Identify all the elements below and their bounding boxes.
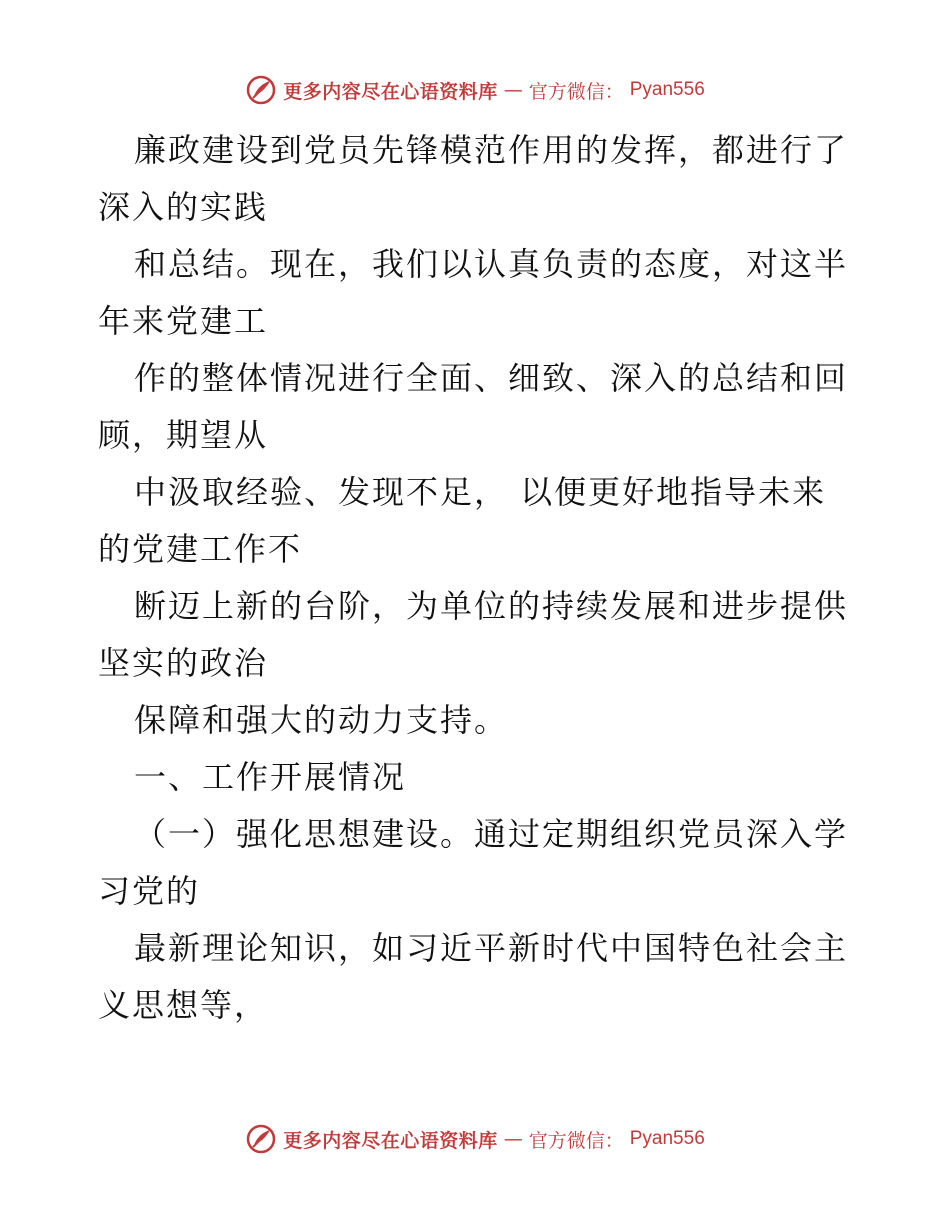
paragraph-line: 作的整体情况进行全面、细致、深入的总结和回 bbox=[134, 359, 849, 397]
paragraph-line: 最新理论知识，如习近平新时代中国特色社会主 bbox=[134, 929, 849, 967]
watermark-main-text: 更多内容尽在心语资料库 bbox=[283, 1129, 498, 1152]
paragraph-line-continued: 习党的 bbox=[98, 872, 201, 910]
section-heading-text: 一、工作开展情况 bbox=[134, 758, 407, 796]
paragraph-1 bbox=[98, 122, 858, 236]
header-watermark bbox=[0, 70, 950, 110]
paragraph-6 bbox=[98, 692, 858, 749]
paragraph-line: 廉政建设到党员先锋模范作用的发挥，都进行了 bbox=[134, 131, 849, 169]
paragraph-3 bbox=[98, 350, 858, 464]
paragraph-5 bbox=[98, 578, 858, 692]
document-body bbox=[98, 122, 858, 1034]
paragraph-line-continued: 年来党建工 bbox=[98, 302, 269, 340]
section-heading bbox=[98, 749, 858, 806]
paragraph-line: （一）强化思想建设。通过定期组织党员深入学 bbox=[134, 815, 849, 853]
paragraph-line-continued: 深入的实践 bbox=[98, 188, 269, 226]
watermark-separator: — bbox=[503, 1128, 523, 1150]
paragraph-line-continued: 顾，期望从 bbox=[98, 416, 269, 454]
paragraph-line: 和总结。现在，我们以认真负责的态度，对这半 bbox=[134, 245, 849, 283]
paragraph-line-continued: 义思想等， bbox=[98, 986, 269, 1024]
footer-watermark bbox=[0, 1119, 950, 1159]
paragraph-line: 中汲取经验、发现不足， 以便更好地指导未来 bbox=[134, 473, 827, 511]
paragraph-line: 断迈上新的台阶，为单位的持续发展和进步提供 bbox=[134, 587, 849, 625]
watermark-separator: — bbox=[503, 79, 523, 101]
paragraph-line: 保障和强大的动力支持。 bbox=[134, 701, 509, 739]
watermark-main-text: 更多内容尽在心语资料库 bbox=[283, 80, 498, 103]
paragraph-line-continued: 的党建工作不 bbox=[98, 530, 303, 568]
paragraph-4 bbox=[98, 464, 858, 578]
paragraph-2 bbox=[98, 236, 858, 350]
watermark-wechat-id: Pyan556 bbox=[629, 1128, 705, 1149]
feather-pen-logo-icon bbox=[245, 74, 277, 106]
watermark-official-label: 官方微信： bbox=[528, 80, 624, 103]
watermark-official-label: 官方微信： bbox=[528, 1129, 624, 1152]
paragraph-9 bbox=[98, 920, 858, 1034]
paragraph-line-continued: 坚实的政治 bbox=[98, 644, 269, 682]
watermark-wechat-id: Pyan556 bbox=[629, 79, 705, 100]
feather-pen-logo-icon bbox=[245, 1123, 277, 1155]
paragraph-8 bbox=[98, 806, 858, 920]
